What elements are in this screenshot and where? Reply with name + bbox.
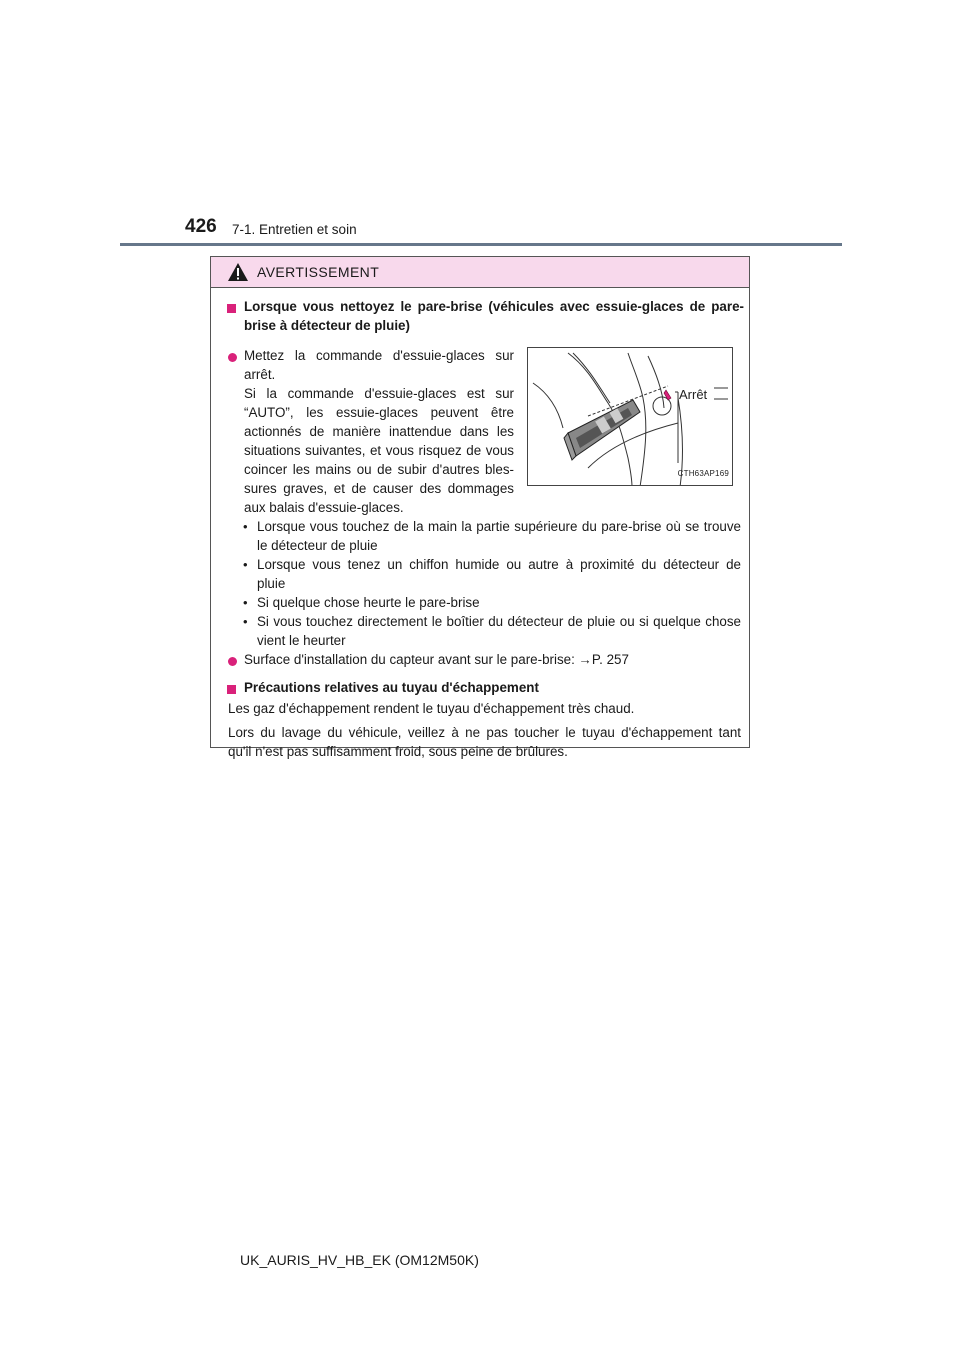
bullet-circle-icon (228, 657, 237, 666)
section-marker-icon (227, 685, 236, 694)
exhaust-caution-line: qu'il n'est pas suffisamment froid, sous peine de brûlures. (228, 744, 568, 759)
para-line: Mettez la commande d'essuie-glaces sur (244, 348, 514, 363)
para-line: aux balais d'essuie-glaces. (244, 500, 404, 515)
section-title: 7-1. Entretien et soin (232, 222, 357, 237)
warning-title: AVERTISSEMENT (257, 264, 380, 280)
bullet-item-line: Lorsque vous tenez un chiffon humide ou autre à proximité du détecteur de (257, 557, 741, 572)
bullet-circle-icon (228, 353, 237, 362)
bullet-dot: • (243, 614, 248, 629)
bullet-item-line: Lorsque vous touchez de la main la partie supérieure du pare-brise où se trouve (257, 519, 741, 534)
para-line: situations suivantes, et vous risquez de vous (244, 443, 514, 458)
para-line: Si la commande d'essuie-glaces est sur (244, 386, 514, 401)
para-line: sures graves, et de causer des dommages (244, 481, 514, 496)
figure-code: CTH63AP169 (677, 468, 729, 478)
para-line: arrêt. (244, 367, 276, 382)
para-line: actionnés de manière inattendue dans les (244, 424, 514, 439)
bullet-item-line: Si quelque chose heurte le pare-brise (257, 595, 480, 610)
heading-windshield-cont: brise à détecteur de pluie) (244, 318, 410, 333)
bullet-item-line: Si vous touchez directement le boîtier du détecteur de pluie ou si quelque chose (257, 614, 741, 629)
wiper-lever-figure (527, 347, 733, 486)
exhaust-hot-text: Les gaz d'échappement rendent le tuyau d'échappement très chaud. (228, 701, 635, 716)
warning-triangle-icon (227, 262, 249, 282)
bullet-dot: • (243, 557, 248, 572)
page-number: 426 (185, 216, 217, 237)
para-line: “AUTO”, les essuie-glaces peuvent être (244, 405, 514, 420)
footer-model: UK_AURIS_HV_HB_EK (OM12M50K) (240, 1252, 479, 1268)
bullet-item-line: vient le heurter (257, 633, 346, 648)
heading-exhaust: Précautions relatives au tuyau d'échappement (244, 680, 539, 695)
heading-windshield: Lorsque vous nettoyez le pare-brise (véhicules avec essuie-glaces de pare- (244, 299, 744, 314)
sensor-reference-text: Surface d'installation du capteur avant sur le pare-brise: →P. 257 (244, 652, 629, 667)
bullet-item-line: le détecteur de pluie (257, 538, 378, 553)
warning-box (210, 256, 750, 759)
header-rule (120, 243, 842, 246)
section-marker-icon (227, 304, 236, 313)
para-line: coincer les mains ou de subir d'autres bles- (244, 462, 514, 477)
bullet-dot: • (243, 595, 248, 610)
bullet-dot: • (243, 519, 248, 534)
warning-header (211, 257, 749, 288)
figure-label-arret: Arrêt (679, 387, 708, 402)
exhaust-caution-line: Lors du lavage du véhicule, veillez à ne pas toucher le tuyau d'échappement tant (228, 725, 741, 740)
bullet-item-line: pluie (257, 576, 286, 591)
